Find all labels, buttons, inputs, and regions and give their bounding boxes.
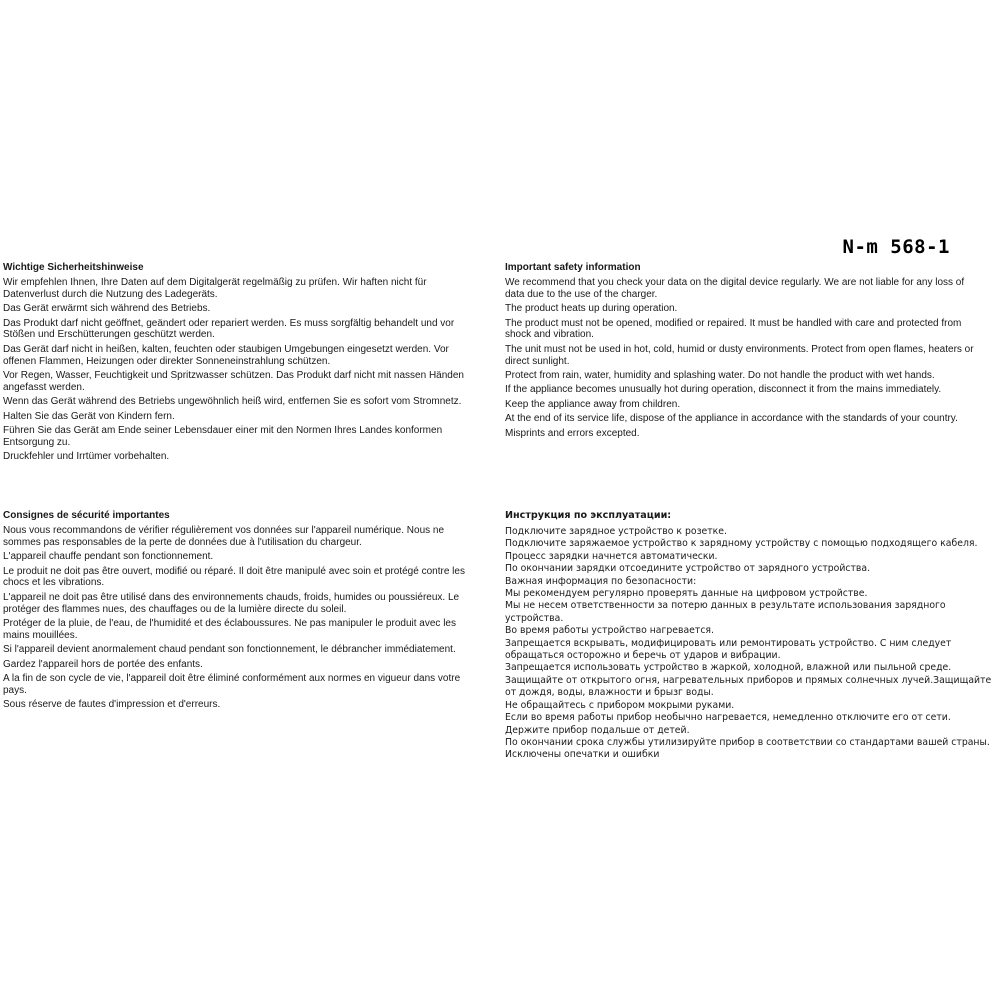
list-item: Держите прибор подальше от детей. bbox=[505, 724, 690, 736]
section-title: Consignes de sécurité importantes bbox=[3, 510, 170, 521]
list-item: Wir empfehlen Ihnen, Ihre Daten auf dem Digitalgerät regelmäßig zu prüfen. Wir haften nicht für Datenverlust durch die Nutzung des Ladegeräts. bbox=[3, 277, 427, 300]
list-item: Не обращайтесь с прибором мокрыми руками. bbox=[505, 699, 735, 711]
list-item: Si l'appareil devient anormalement chaud pendant son fonctionnement, le débrancher immédiatement. bbox=[3, 644, 456, 656]
list-item: The unit must not be used in hot, cold, humid or dusty environments. Protect from open flames, heaters or direct sunlight. bbox=[505, 343, 974, 367]
list-item: Führen Sie das Gerät am Ende seiner Lebensdauer einer mit den Normen Ihres Landes konformen Entsorgung zu. bbox=[3, 424, 443, 448]
list-item: Halten Sie das Gerät von Kindern fern. bbox=[3, 410, 175, 422]
list-item: We recommend that you check your data on the digital device regularly. We are not liable for any loss of data due to the use of the charger. bbox=[505, 277, 965, 300]
list-item: Исключены опечатки и ошибки bbox=[505, 749, 660, 761]
list-item: Запрещается вскрывать, модифицировать или ремонтировать устройство. С ним следует обращаться осторожно и беречь от ударов и вибрации. bbox=[505, 637, 952, 662]
list-item: A la fin de son cycle de vie, l'appareil doit être éliminé conformément aux normes en vigueur dans votre pays. bbox=[3, 672, 461, 696]
list-item: Мы не несем ответственности за потерю данных в результате использования зарядного устройства. bbox=[505, 600, 946, 624]
list-item: Защищайте от открытого огня, нагревательных приборов и прямых солнечных лучей.Защищайте от дождя, воды, влажности и брызг воды. bbox=[505, 674, 992, 699]
list-item: Если во время работы прибор необычно нагревается, немедленно отключите его от сети. bbox=[505, 712, 951, 724]
section-title: Important safety information bbox=[505, 262, 641, 273]
list-item: Sous réserve de fautes d'impression et d'erreurs. bbox=[3, 699, 221, 711]
list-item: The product must not be opened, modified or repaired. It must be handled with care and protected from shock and vibration. bbox=[505, 317, 962, 341]
list-item: Keep the appliance away from children. bbox=[505, 398, 681, 410]
list-item: L'appareil chauffe pendant son fonctionnement. bbox=[3, 551, 214, 563]
german-safety-section bbox=[3, 262, 475, 466]
russian-instructions-section bbox=[505, 510, 995, 762]
list-item: Мы рекомендуем регулярно проверять данные на цифровом устройстве. bbox=[505, 588, 868, 600]
section-title: Инструкция по эксплуатации: bbox=[505, 510, 672, 521]
list-item: Подключите заряжаемое устройство к зарядному устройству с помощью подходящего кабеля. bbox=[505, 538, 978, 550]
list-item: Wenn das Gerät während des Betriebs ungewöhnlich heiß wird, entfernen Sie es sofort vom Stromnetz. bbox=[3, 396, 462, 408]
list-item: L'appareil ne doit pas être utilisé dans des environnements chauds, froids, humides ou poussiéreux. Le protéger des flammes nues, des chauffages ou de la lumière directe du soleil. bbox=[3, 591, 460, 615]
list-item: Подключите зарядное устройство к розетке. bbox=[505, 526, 727, 537]
list-item: At the end of its service life, dispose of the appliance in accordance with the standards of your country. bbox=[505, 413, 958, 425]
list-item: Misprints and errors excepted. bbox=[505, 427, 640, 439]
list-item: Protect from rain, water, humidity and splashing water. Do not handle the product with wet hands. bbox=[505, 369, 935, 381]
list-item: Protéger de la pluie, de l'eau, de l'humidité et des éclaboussures. Ne pas manipuler le produit avec les mains mouillées. bbox=[3, 617, 456, 641]
list-item: Vor Regen, Wasser, Feuchtigkeit und Spritzwasser schützen. Das Produkt darf nicht mit nassen Händen angefasst werden. bbox=[3, 369, 464, 393]
list-item: Во время работы устройство нагревается. bbox=[505, 625, 714, 637]
french-safety-section bbox=[3, 510, 475, 714]
model-number: N-m 568-1 bbox=[842, 236, 950, 258]
list-item: Das Gerät darf nicht in heißen, kalten, feuchten oder staubigen Umgebungen eingesetzt werden. Vor offenen Flammen, Heizungen oder direkter Sonneneinstrahlung schützen. bbox=[3, 343, 449, 367]
list-item: Druckfehler und Irrtümer vorbehalten. bbox=[3, 451, 170, 463]
list-item: Das Gerät erwärmt sich während des Betriebs. bbox=[3, 303, 211, 315]
list-item: Le produit ne doit pas être ouvert, modifié ou réparé. Il doit être manipulé avec soin et protégé contre les chocs et les vibrations. bbox=[3, 565, 465, 589]
english-safety-section bbox=[505, 262, 983, 442]
list-item: Важная информация по безопасности: bbox=[505, 575, 697, 587]
list-item: Das Produkt darf nicht geöffnet, geändert oder repariert werden. Es muss sorgfältig behandelt und vor Stößen und Erschütterungen geschützt werden. bbox=[3, 317, 455, 341]
list-item: По окончании зарядки отсоедините устройство от зарядного устройства. bbox=[505, 563, 871, 575]
section-title: Wichtige Sicherheitshinweise bbox=[3, 262, 144, 273]
list-item: Запрещается использовать устройство в жаркой, холодной, влажной или пыльной среде. bbox=[505, 662, 952, 674]
list-item: Процесс зарядки начнется автоматически. bbox=[505, 550, 718, 562]
list-item: По окончании срока службы утилизируйте прибор в соответствии со стандартами вашей страны. bbox=[505, 736, 990, 748]
list-item: If the appliance becomes unusually hot during operation, disconnect it from the mains immediately. bbox=[505, 384, 942, 396]
list-item: Nous vous recommandons de vérifier régulièrement vos données sur l'appareil numérique. Nous ne sommes pas responsables de la perte de données due à l'utilisation du chargeur. bbox=[3, 525, 445, 548]
list-item: The product heats up during operation. bbox=[505, 303, 678, 315]
list-item: Gardez l'appareil hors de portée des enfants. bbox=[3, 658, 203, 670]
